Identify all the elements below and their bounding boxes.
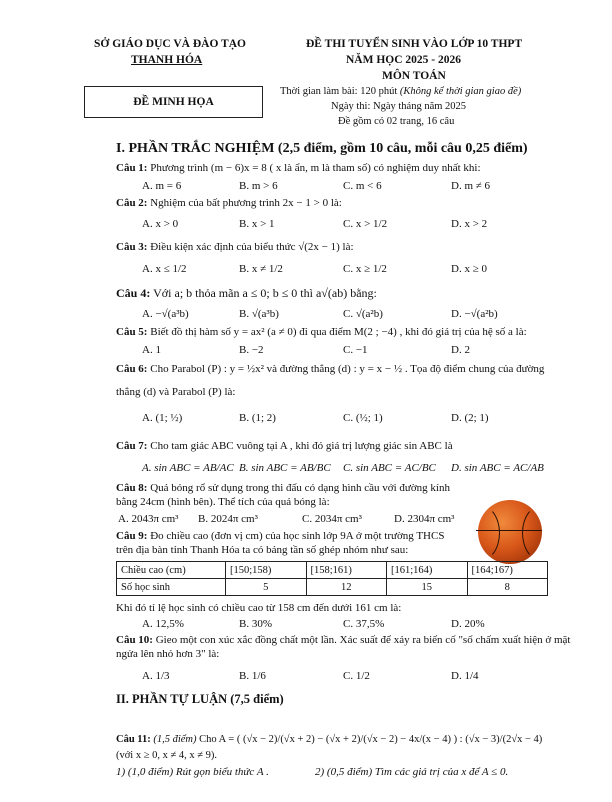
q8-stem-2: bằng 24cm (hình bên). Thể tích của quả bóng là:	[116, 496, 330, 508]
q3-opt-b: B. x ≠ 1/2	[239, 263, 283, 275]
q4-opt-b: B. √(a³b)	[239, 308, 279, 320]
q4-stem	[116, 286, 377, 301]
province-name: THANH HÓA	[131, 54, 203, 66]
q11-expression: Cho A = ( (√x − 2)/(√x + 2) − (√x + 2)/(√x − 2) − 4x/(x − 4) ) : (√x − 3)/(2√x − 4)	[199, 734, 543, 745]
q1-opt-c: C. m < 6	[343, 180, 382, 192]
q9-opt-b: B. 30%	[239, 618, 272, 630]
q11-sub1: 1) (1,0 điểm) Rút gọn biểu thức A .	[116, 766, 269, 778]
q10-opt-c: C. 1/2	[343, 670, 370, 682]
q3-opt-c: C. x ≥ 1/2	[343, 263, 387, 275]
sample-box	[84, 86, 263, 118]
q1-opt-b: B. m > 6	[239, 180, 278, 192]
table-cell: 15	[387, 579, 468, 596]
exam-subject: MÔN TOÁN	[382, 70, 446, 82]
q11-condition: (với x ≥ 0, x ≠ 4, x ≠ 9).	[116, 750, 218, 761]
time-note: (Không kể thời gian giao đề)	[399, 86, 522, 97]
q6-label: Câu 6:	[116, 363, 148, 375]
table-cell: [150;158)	[226, 562, 307, 579]
q10-label: Câu 10:	[116, 634, 153, 646]
q3-opt-a: A. x ≤ 1/2	[142, 263, 187, 275]
exam-date: Ngày thi: Ngày tháng năm 2025	[331, 101, 467, 112]
sample-box-label: ĐỀ MINH HỌA	[133, 96, 214, 108]
q2-label: Câu 2:	[116, 197, 148, 209]
q8-opt-a: A. 2043π cm³	[118, 513, 179, 525]
q9-stem-3: Khi đó tỉ lệ học sinh có chiều cao từ 158 cm đến dưới 161 cm là:	[116, 602, 402, 614]
q8-opt-b: B. 2024π cm³	[198, 513, 258, 525]
q3-text: Điều kiện xác định của biểu thức √(2x − 1) là:	[150, 241, 354, 253]
q7-stem	[116, 440, 453, 452]
q8-stem	[116, 482, 450, 494]
q2-stem	[116, 197, 342, 209]
q11-stem	[116, 734, 542, 745]
frequency-table	[116, 561, 548, 596]
table-cell: 5	[226, 579, 307, 596]
q5-label: Câu 5:	[116, 326, 148, 338]
q3-stem	[116, 241, 354, 253]
exam-title: ĐỀ THI TUYỂN SINH VÀO LỚP 10 THPT	[306, 38, 523, 50]
q5-opt-d: D. 2	[451, 344, 470, 356]
table-row	[117, 562, 548, 579]
q11-points: (1,5 điểm)	[153, 734, 197, 745]
time-info	[280, 86, 521, 97]
q6-opt-a: A. (1; ½)	[142, 412, 183, 424]
q6-stem	[116, 363, 544, 375]
q9-text: Đo chiều cao (đơn vị cm) của học sinh lớp 9A ở một trường THCS	[150, 530, 445, 542]
q5-stem	[116, 326, 527, 338]
q1-stem	[116, 162, 481, 174]
q10-stem	[116, 634, 570, 646]
table-cell: [158;161)	[306, 562, 387, 579]
q4-opt-a: A. −√(a³b)	[142, 308, 189, 320]
q11-sub2: 2) (0,5 điểm) Tìm các giá trị của x để A ≤ 0.	[315, 766, 509, 778]
q7-text: Cho tam giác ABC vuông tại A , khi đó giá trị lượng giác sin ABC là	[150, 440, 453, 452]
q2-text: Nghiệm của bất phương trình 2x − 1 > 0 là:	[150, 197, 342, 209]
q2-opt-d: D. x > 2	[451, 218, 488, 230]
q6-opt-d: D. (2; 1)	[451, 412, 489, 424]
q1-text: Phương trình (m − 6)x = 8 ( x là ẩn, m là tham số) có nghiệm duy nhất khi:	[150, 162, 481, 174]
ball-seam-vertical	[500, 498, 520, 564]
q9-label: Câu 9:	[116, 530, 148, 542]
q7-opt-b: B. sin ABC = AB/BC	[239, 462, 331, 474]
q9-stem	[116, 530, 444, 542]
q1-opt-d: D. m ≠ 6	[451, 180, 491, 192]
q4-opt-c: C. √(a²b)	[343, 308, 383, 320]
q9-opt-c: C. 37,5%	[343, 618, 385, 630]
q6-opt-c: C. (½; 1)	[343, 412, 383, 424]
q4-text: Với a; b thỏa mãn a ≤ 0; b ≤ 0 thì a√(ab) bằng:	[153, 286, 377, 300]
q8-opt-c: C. 2034π cm³	[302, 513, 362, 525]
part1-title: I. PHẦN TRẮC NGHIỆM (2,5 điểm, gồm 10 câu, mỗi câu 0,25 điểm)	[116, 141, 528, 156]
q5-opt-a: A. 1	[142, 344, 161, 356]
q10-opt-b: B. 1/6	[239, 670, 266, 682]
table-cell: 12	[306, 579, 387, 596]
ball-seam-horizontal	[476, 530, 542, 531]
q9-stem-2: trên địa bàn tỉnh Thanh Hóa ta có bảng tần số ghép nhóm như sau:	[116, 544, 409, 556]
q2-opt-a: A. x > 0	[142, 218, 179, 230]
q5-opt-c: C. −1	[343, 344, 368, 356]
q6-text: Cho Parabol (P) : y = ½x² và đường thẳng (d) : y = x − ½ . Tọa độ điểm chung của đường	[150, 363, 545, 375]
q1-opt-a: A. m = 6	[142, 180, 182, 192]
table-header-cell: Chiều cao (cm)	[117, 562, 226, 579]
q5-opt-b: B. −2	[239, 344, 264, 356]
q7-opt-c: C. sin ABC = AC/BC	[343, 462, 436, 474]
q9-opt-a: A. 12,5%	[142, 618, 184, 630]
q11-label: Câu 11:	[116, 734, 151, 745]
q5-text: Biết đồ thị hàm số y = ax² (a ≠ 0) đi qua điểm M(2 ; −4) , khi đó giá trị của hệ số a là:	[150, 326, 527, 338]
q4-label: Câu 4:	[116, 286, 151, 300]
page-count: Đề gồm có 02 trang, 16 câu	[338, 116, 455, 127]
ball-seam-right	[522, 504, 564, 562]
q2-opt-c: C. x > 1/2	[343, 218, 388, 230]
q8-label: Câu 8:	[116, 482, 148, 494]
q6-stem-2: thẳng (d) và Parabol (P) là:	[116, 386, 236, 398]
table-row	[117, 579, 548, 596]
q2-opt-b: B. x > 1	[239, 218, 275, 230]
q9-opt-d: D. 20%	[451, 618, 485, 630]
table-header-cell: Số học sinh	[117, 579, 226, 596]
q10-stem-2: ngửa lên nhỏ hơn 3" là:	[116, 648, 220, 660]
q7-opt-d: D. sin ABC = AC/AB	[451, 462, 544, 474]
q8-text: Quả bóng rổ sử dụng trong thi đấu có dạng hình cầu với đường kính	[150, 482, 450, 494]
table-cell: 8	[467, 579, 548, 596]
table-cell: [161;164)	[387, 562, 468, 579]
q10-opt-a: A. 1/3	[142, 670, 170, 682]
q7-label: Câu 7:	[116, 440, 148, 452]
q8-opt-d: D. 2304π cm³	[394, 513, 455, 525]
q10-text: Gieo một con xúc xắc đồng chất một lần. Xác suất để xảy ra biến cố "số chấm xuất hiện ở mặt	[155, 634, 571, 646]
time-text: Thời gian làm bài: 120 phút	[280, 86, 400, 97]
q3-opt-d: D. x ≥ 0	[451, 263, 487, 275]
q4-opt-d: D. −√(a²b)	[451, 308, 498, 320]
q6-opt-b: B. (1; 2)	[239, 412, 276, 424]
exam-year: NĂM HỌC 2025 - 2026	[346, 54, 461, 66]
q1-label: Câu 1:	[116, 162, 148, 174]
table-cell: [164;167)	[467, 562, 548, 579]
part2-title: II. PHẦN TỰ LUẬN (7,5 điểm)	[116, 692, 284, 706]
basketball-image	[478, 500, 542, 564]
dept-name: SỞ GIÁO DỤC VÀ ĐÀO TẠO	[94, 38, 246, 50]
q7-opt-a: A. sin ABC = AB/AC	[142, 462, 234, 474]
q10-opt-d: D. 1/4	[451, 670, 479, 682]
ball-seam-left	[458, 504, 500, 562]
q3-label: Câu 3:	[116, 241, 148, 253]
